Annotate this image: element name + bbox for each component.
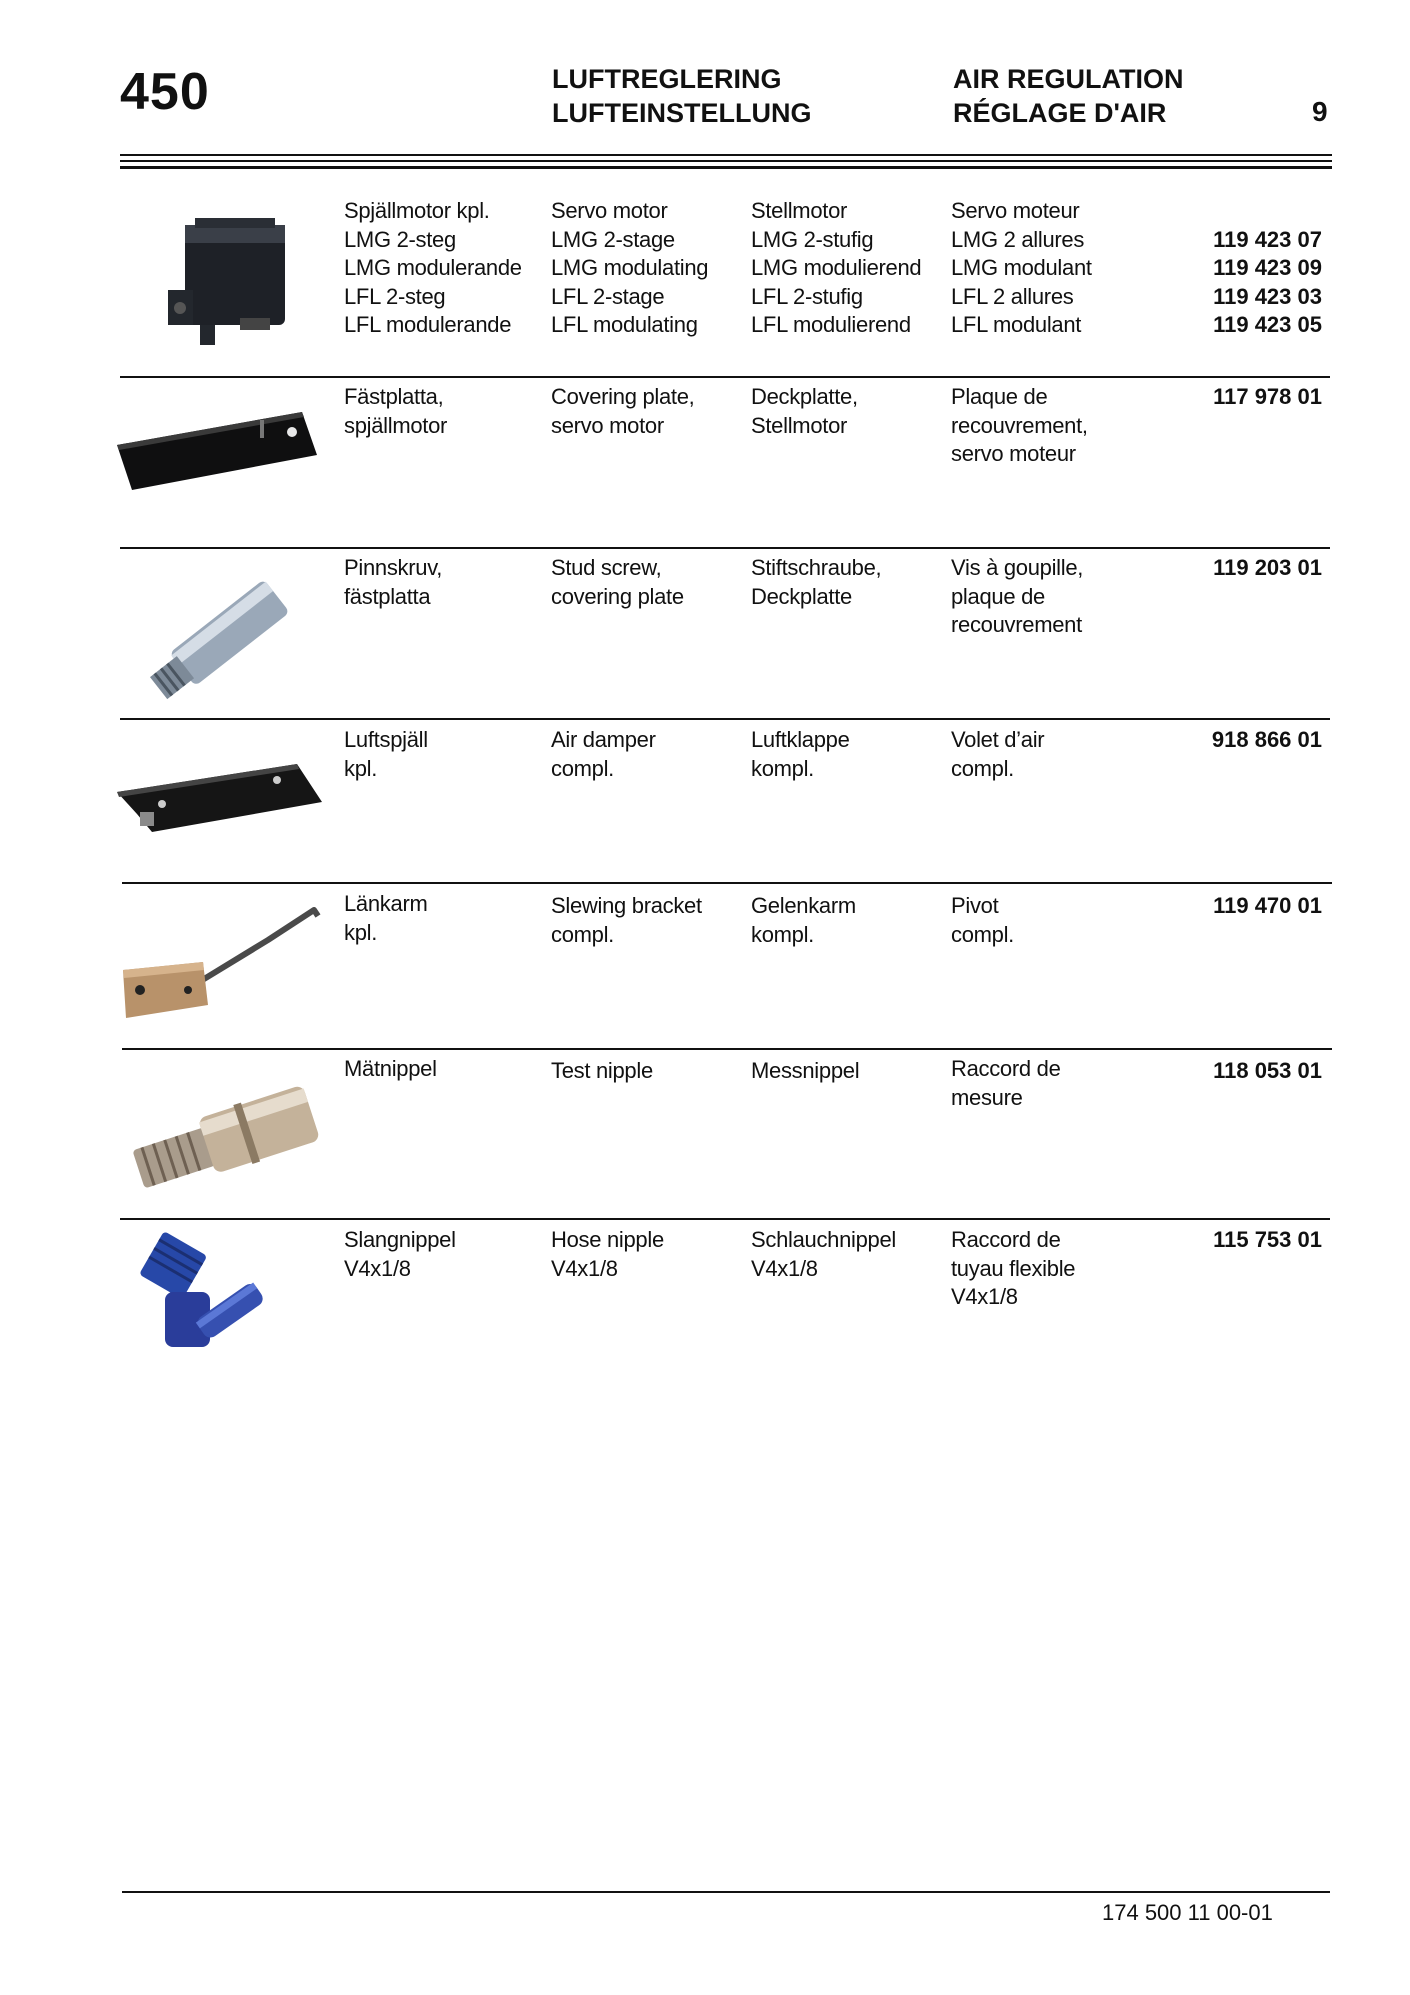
test-nipple-icon	[122, 1070, 327, 1200]
part-4-number: 918 866 01	[1211, 727, 1322, 752]
part-1-name-de: Stellmotor LMG 2-stufig LMG modulierend LFL 2-stufig LFL modulierend	[751, 198, 922, 337]
part-6-name-sv: Mätnippel	[344, 1056, 437, 1081]
row-divider-5	[122, 1048, 1332, 1050]
part-4-name-en: Air damper compl.	[551, 727, 656, 781]
part-2-number: 117 978 01	[1213, 384, 1322, 409]
part-6-name-de: Messnippel	[751, 1058, 860, 1083]
part-3-number: 119 203 01	[1213, 555, 1322, 580]
header-rule-1	[120, 154, 1332, 156]
part-5-name-de: Gelenkarm kompl.	[751, 893, 856, 947]
part-2-name-sv: Fästplatta, spjällmotor	[344, 384, 448, 438]
row-divider-6	[120, 1218, 1330, 1220]
part-5-name-en: Slewing bracket compl.	[551, 893, 702, 947]
part-6-number: 118 053 01	[1213, 1058, 1322, 1083]
part-3-name-fr: Vis à goupille, plaque de recouvrement	[951, 555, 1084, 637]
covering-plate-icon	[112, 400, 322, 500]
part-7-name-sv: Slangnippel V4x1/8	[344, 1227, 456, 1281]
part-7-name-en: Hose nipple V4x1/8	[551, 1227, 664, 1281]
stud-screw-icon	[130, 560, 320, 710]
part-5-name-sv: Länkarm kpl.	[344, 891, 428, 945]
part-1-name-en: Servo motor LMG 2-stage LMG modulating LFL 2-stage LFL modulating	[551, 198, 709, 337]
header-rule-2	[120, 160, 1332, 162]
part-4-name-fr: Volet d’air compl.	[951, 727, 1045, 781]
part-7-name-fr: Raccord de tuyau flexible V4x1/8	[951, 1227, 1076, 1309]
document-code: 174 500 11 00-01	[1102, 1900, 1273, 1925]
footer-rule	[122, 1891, 1330, 1893]
part-5-name-fr: Pivot compl.	[951, 893, 1014, 947]
title-en: AIR REGULATION	[953, 64, 1184, 94]
slewing-bracket-icon	[118, 890, 328, 1030]
section-number: 450	[120, 63, 210, 121]
part-3-name-sv: Pinnskruv, fästplatta	[344, 555, 443, 609]
hose-nipple-icon	[125, 1232, 275, 1367]
row-divider-1	[120, 376, 1330, 378]
servo-motor-icon	[160, 210, 310, 355]
part-1-number: 119 423 07 119 423 09 119 423 03 119 423 05	[1213, 226, 1322, 337]
title-sv: LUFTREGLERING	[552, 64, 782, 94]
part-7-name-de: Schlauchnippel V4x1/8	[751, 1227, 897, 1281]
part-1-name-sv: Spjällmotor kpl. LMG 2-steg LMG modulerande LFL 2-steg LFL modulerande	[344, 198, 522, 337]
part-2-name-en: Covering plate, servo motor	[551, 384, 695, 438]
part-5-number: 119 470 01	[1213, 893, 1322, 918]
row-divider-4	[122, 882, 1332, 884]
part-6-name-en: Test nipple	[551, 1058, 653, 1083]
part-3-name-de: Stiftschraube, Deckplatte	[751, 555, 882, 609]
part-2-name-fr: Plaque de recouvrement, servo moteur	[951, 384, 1088, 466]
part-4-name-sv: Luftspjäll kpl.	[344, 727, 428, 781]
part-2-name-de: Deckplatte, Stellmotor	[751, 384, 858, 438]
part-3-name-en: Stud screw, covering plate	[551, 555, 684, 609]
row-divider-2	[120, 547, 1330, 549]
part-6-name-fr: Raccord de mesure	[951, 1056, 1061, 1110]
title-fr: RÉGLAGE D'AIR	[953, 98, 1167, 128]
header-rule-3	[120, 166, 1332, 169]
row-divider-3	[120, 718, 1330, 720]
page-number: 9	[1312, 96, 1328, 127]
part-1-name-fr: Servo moteur LMG 2 allures LMG modulant LFL 2 allures LFL modulant	[951, 198, 1092, 337]
air-damper-icon	[112, 752, 327, 842]
part-4-name-de: Luftklappe kompl.	[751, 727, 850, 781]
title-de: LUFTEINSTELLUNG	[552, 98, 812, 128]
part-7-number: 115 753 01	[1213, 1227, 1322, 1252]
